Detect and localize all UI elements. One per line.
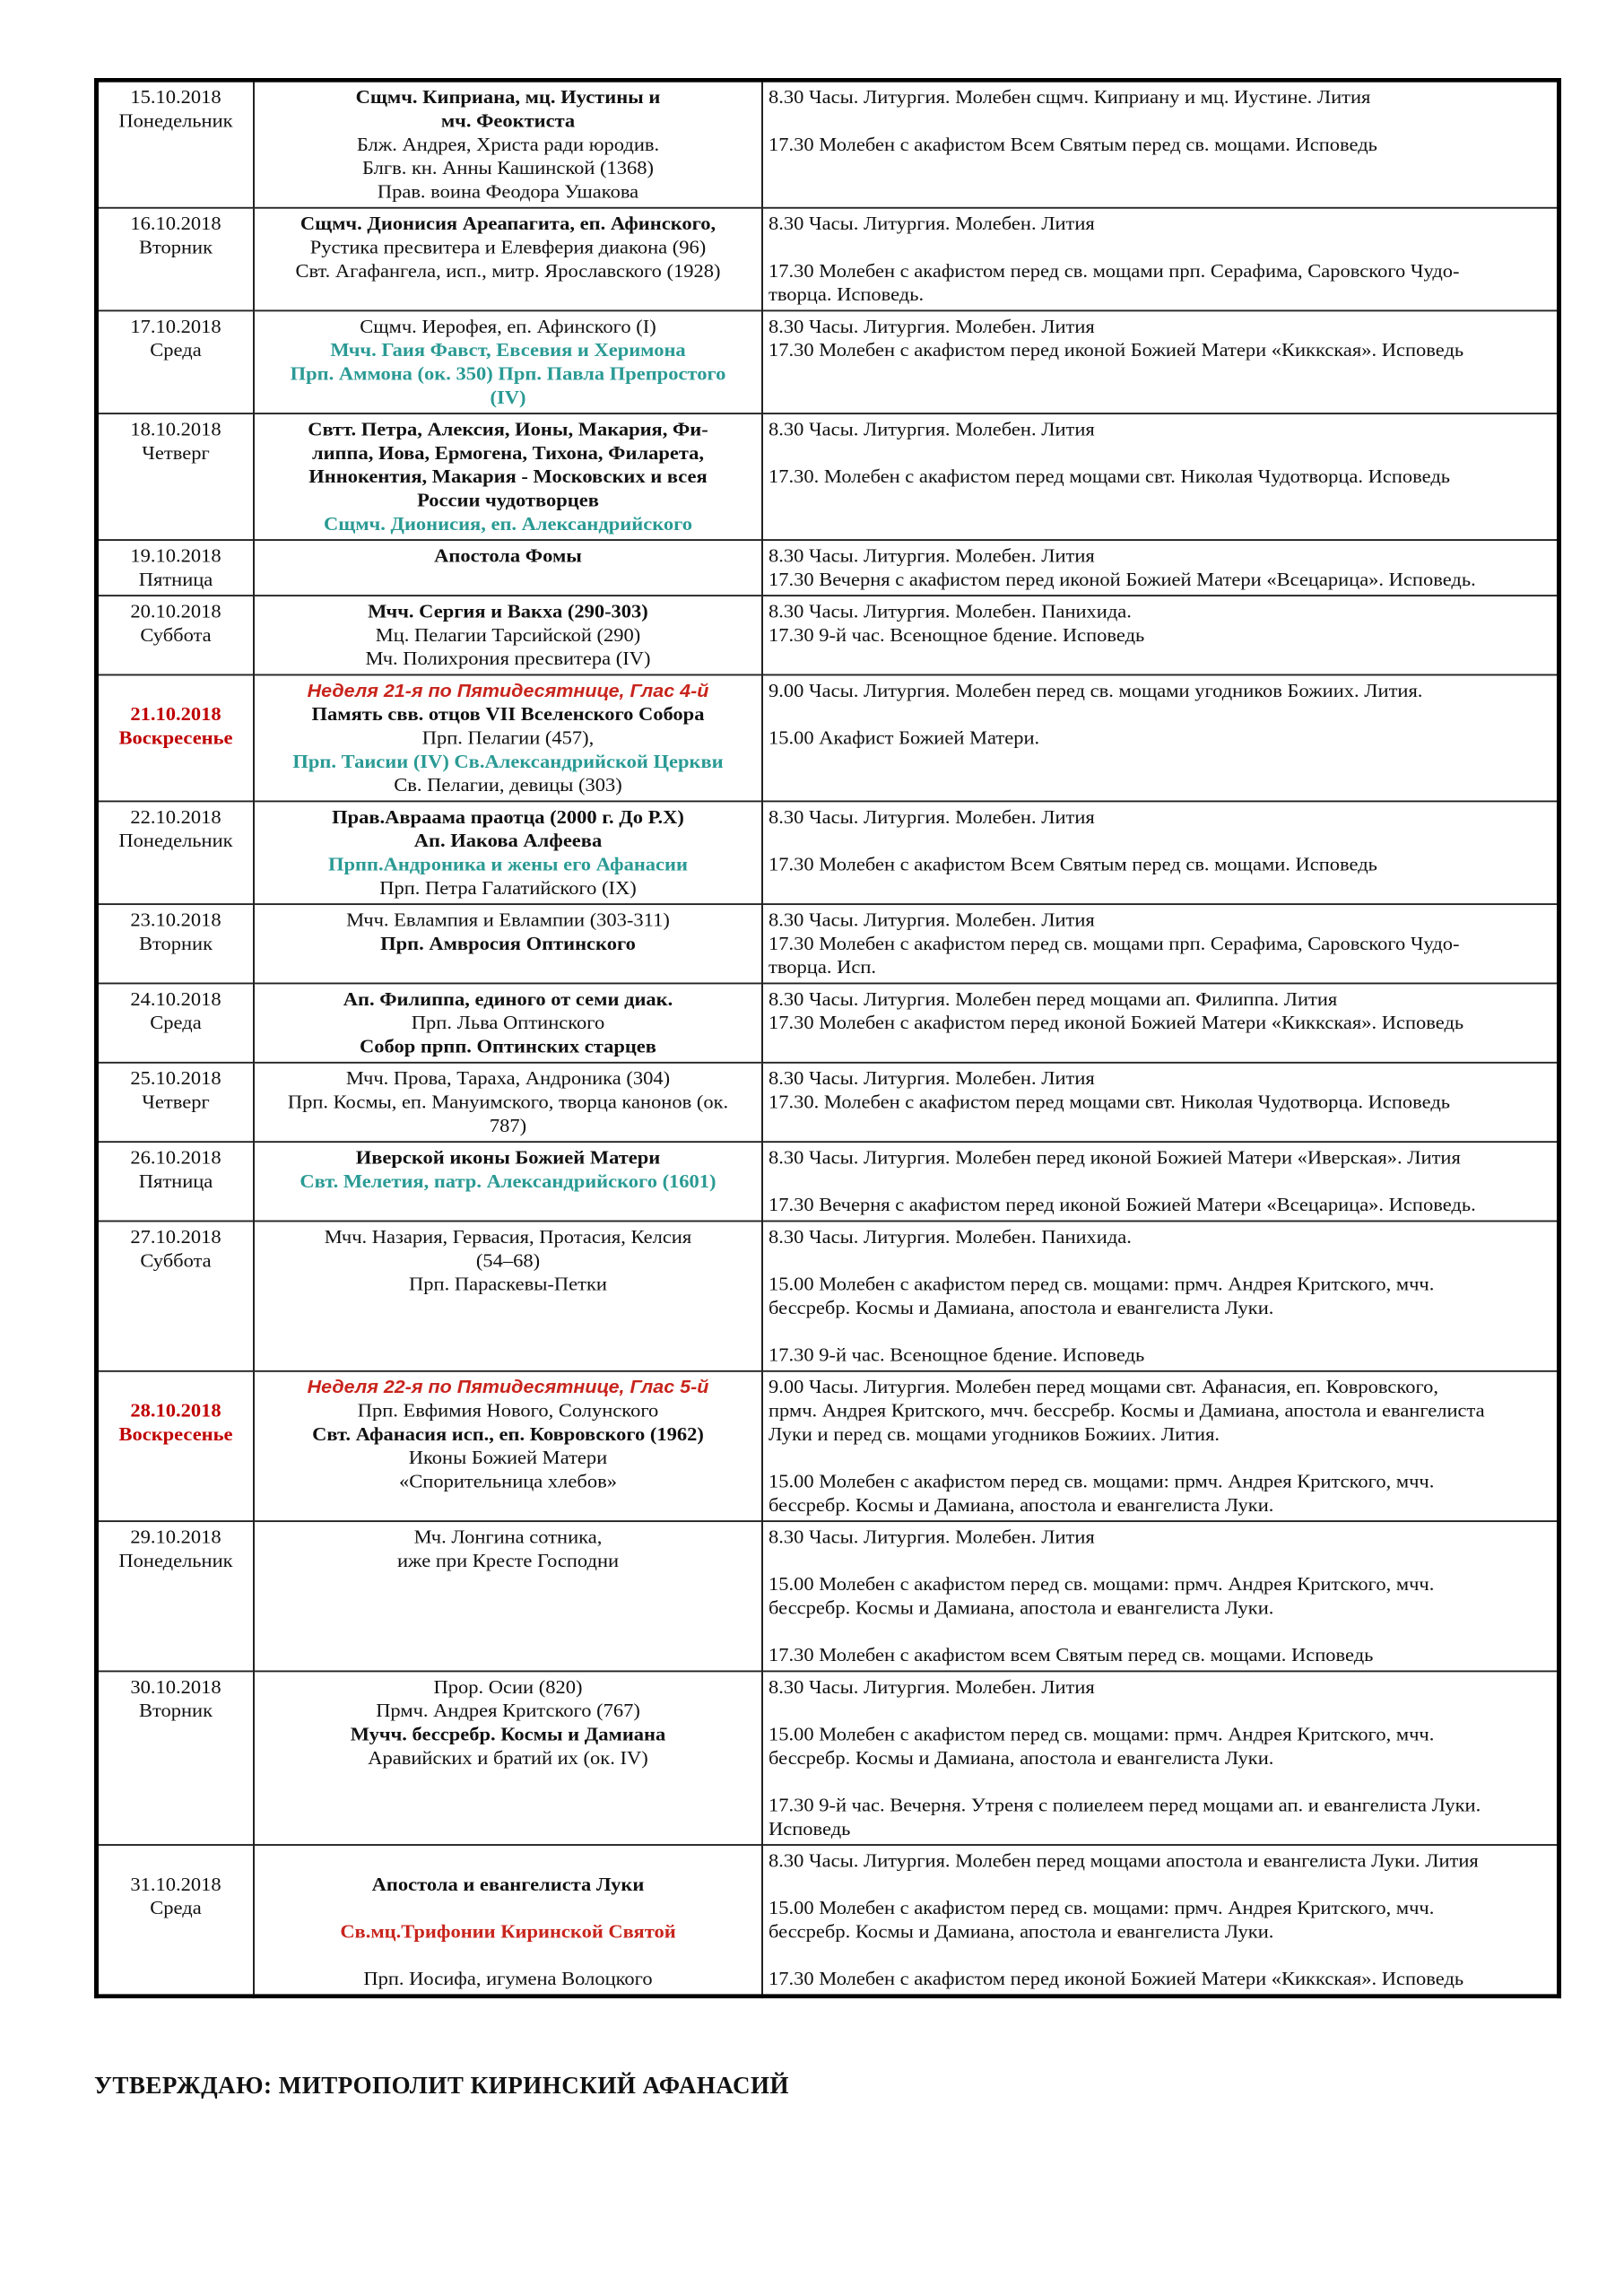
spacer	[769, 1770, 1551, 1793]
saint-line: Прп. Петра Галатийского (IX)	[379, 877, 637, 899]
service-line: 8.30 Часы. Литургия. Молебен сщмч. Киприану и мц. Иустине. Лития	[769, 86, 1371, 108]
service-line: 8.30 Часы. Литургия. Молебен. Лития	[769, 213, 1095, 234]
commemoration-cell	[254, 801, 762, 904]
weekday: Вторник	[138, 1700, 213, 1721]
commemoration-cell	[254, 310, 762, 413]
service-line: 17.30 Молебен с акафистом перед иконой Божией Матери «Киккская». Исповедь	[769, 1012, 1464, 1033]
sunday-title: Неделя 21-я по Пятидесятнице, Глас 4-й	[307, 681, 709, 701]
date-cell	[97, 1521, 255, 1671]
saint-line: Прпп.Андроника и жены его Афанасии	[328, 853, 688, 875]
weekday: Четверг	[142, 1091, 210, 1113]
saint-line: Прп. Аммона (ок. 350) Прп. Павла Препростого	[290, 362, 726, 385]
services-cell	[762, 1371, 1559, 1521]
date-cell	[97, 1671, 255, 1845]
saint-line: Собор прпп. Оптинских старцев	[360, 1035, 656, 1057]
commemoration-cell	[254, 1845, 762, 1996]
schedule-row	[97, 674, 1559, 801]
weekday: Вторник	[138, 236, 213, 258]
service-line: 15.00 Акафист Божией Матери.	[769, 726, 1040, 749]
sunday-title: Неделя 22-я по Пятидесятнице, Глас 5-й	[307, 1377, 709, 1397]
service-line: 8.30 Часы. Литургия. Молебен. Лития	[769, 806, 1095, 828]
service-line: 8.30 Часы. Литургия. Молебен. Лития	[769, 1526, 1095, 1548]
spacer	[104, 1849, 248, 1873]
saint-line: Прав. воина Феодора Ушакова	[377, 180, 639, 203]
saint-line: Блж. Андрея, Христа ради юродив.	[356, 134, 660, 155]
date-cell	[97, 674, 255, 801]
service-line: 17.30 9-й час. Всенощное бдение. Исповедь	[769, 624, 1145, 646]
spacer	[769, 702, 1551, 726]
weekday: Понедельник	[118, 830, 233, 851]
saint-line: иже при Кресте Господни	[396, 1550, 620, 1571]
spacer	[769, 441, 1551, 465]
service-line: 15.00 Молебен с акафистом перед св. мощами: прмч. Андрея Критского, мчч.	[769, 1573, 1435, 1595]
saint-line: Мучч. бессребр. Космы и Дамиана	[350, 1723, 666, 1745]
schedule-row	[97, 904, 1559, 983]
service-line: 17.30 Молебен с акафистом Всем Святым перед св. мощами. Исповедь	[769, 853, 1377, 875]
saint-line: Прп. Иосифа, игумена Волоцкого	[363, 1968, 653, 1989]
spacer	[769, 1170, 1551, 1193]
date-value: 19.10.2018	[130, 544, 221, 567]
schedule-row	[97, 801, 1559, 904]
schedule-sheet	[94, 78, 1561, 1998]
spacer	[769, 109, 1551, 133]
date-value: 20.10.2018	[130, 600, 221, 622]
services-cell	[762, 674, 1559, 801]
service-line: 17.30 9-й час. Всенощное бдение. Исповедь	[769, 1344, 1145, 1366]
service-line: 17.30 Молебен с акафистом Всем Святым перед св. мощами. Исповедь	[769, 134, 1377, 155]
weekday: Среда	[150, 1897, 202, 1918]
spacer	[104, 679, 248, 702]
saint-line: Мц. Пелагии Тарсийской (290)	[375, 624, 641, 646]
saint-line: (IV)	[490, 387, 526, 408]
service-line: 15.00 Молебен с акафистом перед св. мощами: прмч. Андрея Критского, мчч.	[769, 1273, 1435, 1295]
date-value: 17.10.2018	[130, 316, 221, 337]
saint-line: Прп. Космы, еп. Мануимского, творца канонов (ок.	[287, 1091, 729, 1113]
saint-line: Сщмч. Иерофея, еп. Афинского (I)	[360, 316, 656, 337]
spacer	[769, 1446, 1551, 1469]
schedule-row	[97, 1142, 1559, 1221]
date-value: 22.10.2018	[130, 806, 221, 828]
service-line: 17.30 Вечерня с акафистом перед иконой Божией Матери «Всецарица». Исповедь.	[769, 569, 1476, 590]
saint-line: Мчч. Сергия и Вакха (290-303)	[368, 600, 648, 622]
commemoration-cell	[254, 413, 762, 540]
date-cell	[97, 1371, 255, 1521]
service-line: 8.30 Часы. Литургия. Молебен. Лития	[769, 544, 1095, 567]
services-cell	[762, 1222, 1559, 1371]
schedule-row	[97, 1063, 1559, 1142]
service-line: 8.30 Часы. Литургия. Молебен. Панихида.	[769, 600, 1132, 622]
date-value: 21.10.2018	[130, 703, 221, 725]
saint-line: Св.мц.Трифонии Киринской Святой	[340, 1920, 676, 1943]
service-line: прмч. Андрея Критского, мчч. бессребр. Космы и Дамиана, апостола и евангелиста	[769, 1399, 1485, 1422]
spacer	[769, 1699, 1551, 1722]
service-line: 8.30 Часы. Литургия. Молебен перед мощами апостола и евангелиста Луки. Лития	[769, 1849, 1479, 1872]
saint-line: Свт. Афанасия исп., еп. Ковровского (1962)	[312, 1423, 704, 1445]
service-line: бессребр. Космы и Дамиана, апостола и евангелиста Луки.	[769, 1596, 1274, 1619]
date-cell	[97, 983, 255, 1062]
saint-line: мч. Феоктиста	[440, 109, 576, 132]
services-cell	[762, 596, 1559, 674]
saint-line: Иннокентия, Макария - Московских и всея	[308, 465, 708, 487]
saint-line: Блгв. кн. Анны Кашинской (1368)	[361, 157, 655, 178]
service-line: 17.30 Вечерня с акафистом перед иконой Божией Матери «Всецарица». Исповедь.	[769, 1194, 1476, 1215]
services-cell	[762, 1845, 1559, 1996]
date-cell	[97, 540, 255, 596]
service-line: бессребр. Космы и Дамиана, апостола и евангелиста Луки.	[769, 1920, 1274, 1943]
saint-line: Мч. Лонгина сотника,	[413, 1526, 603, 1548]
service-line: бессребр. Космы и Дамиана, апостола и евангелиста Луки.	[769, 1747, 1274, 1769]
date-cell	[97, 1142, 255, 1221]
date-cell	[97, 413, 255, 540]
services-cell	[762, 413, 1559, 540]
service-line: 17.30 Молебен с акафистом перед иконой Божией Матери «Киккская». Исповедь	[769, 339, 1464, 361]
schedule-row	[97, 1222, 1559, 1371]
spacer	[769, 1944, 1551, 1967]
spacer	[769, 1873, 1551, 1896]
commemoration-cell	[254, 80, 762, 207]
service-line: творца. Исп.	[769, 956, 876, 978]
service-line: 8.30 Часы. Литургия. Молебен перед иконой Божией Матери «Иверская». Лития	[769, 1146, 1461, 1169]
service-line: 9.00 Часы. Литургия. Молебен перед св. мощами угодников Божиих. Лития.	[769, 680, 1423, 701]
service-line: 15.00 Молебен с акафистом перед св. мощами: прмч. Андрея Критского, мчч.	[769, 1470, 1435, 1492]
service-line: 15.00 Молебен с акафистом перед св. мощами: прмч. Андрея Критского, мчч.	[769, 1723, 1435, 1745]
saint-line: Память свв. отцов VII Вселенского Собора	[311, 703, 705, 725]
saint-line: Свтт. Петра, Алексия, Ионы, Макария, Фи-	[308, 418, 708, 440]
saint-line: Ап. Иакова Алфеева	[413, 830, 603, 851]
saint-line: Мчч. Евлампия и Евлампии (303-311)	[346, 909, 670, 931]
saint-line: России чудотворцев	[417, 489, 599, 511]
saint-line: Мчч. Гаия Фавст, Евсевия и Херимона	[330, 339, 686, 361]
date-cell	[97, 1222, 255, 1371]
saint-line: Апостола и евангелиста Луки	[371, 1873, 645, 1895]
weekday: Воскресенье	[118, 726, 233, 749]
service-line: 8.30 Часы. Литургия. Молебен. Лития	[769, 316, 1095, 337]
saint-line: «Спорительница хлебов»	[399, 1470, 617, 1492]
commemoration-cell	[254, 1521, 762, 1671]
saint-line: Прп. Таисии (IV) Св.Александрийской Церкви	[292, 751, 724, 772]
service-line: 9.00 Часы. Литургия. Молебен перед мощами свт. Афанасия, еп. Ковровского,	[769, 1376, 1438, 1397]
services-cell	[762, 904, 1559, 983]
service-line: 8.30 Часы. Литургия. Молебен. Лития	[769, 1067, 1095, 1089]
weekday: Понедельник	[118, 109, 233, 132]
saint-line: Сщмч. Дионисия, еп. Александрийского	[323, 512, 693, 535]
commemoration-cell	[254, 596, 762, 674]
saint-line: Свт. Агафангела, исп., митр. Ярославского (1928)	[295, 260, 721, 282]
saint-line: Прп. Пелагии (457),	[421, 726, 595, 749]
saint-line: Мчч. Прова, Тараха, Андроника (304)	[345, 1067, 671, 1089]
saint-line: Мчч. Назария, Гервасия, Протасия, Келсия	[324, 1226, 692, 1248]
weekday: Среда	[150, 1012, 202, 1033]
spacer	[260, 1944, 756, 1967]
schedule-row	[97, 983, 1559, 1062]
commemoration-cell	[254, 540, 762, 596]
schedule-body	[97, 80, 1559, 1996]
commemoration-cell	[254, 1222, 762, 1371]
date-value: 28.10.2018	[130, 1399, 221, 1422]
spacer	[769, 829, 1551, 852]
services-cell	[762, 80, 1559, 207]
date-value: 15.10.2018	[130, 86, 221, 108]
weekday: Суббота	[140, 624, 212, 646]
saint-line: Прп. Льва Оптинского	[411, 1012, 605, 1033]
commemoration-cell	[254, 983, 762, 1062]
services-cell	[762, 801, 1559, 904]
saint-line: Прп. Параскевы-Петки	[409, 1273, 607, 1295]
service-line: 17.30. Молебен с акафистом перед мощами свт. Николая Чудотворца. Исповедь	[769, 465, 1451, 487]
saint-line: Прмч. Андрея Критского (767)	[376, 1700, 640, 1721]
saint-line: Прп. Амвросия Оптинского	[380, 933, 636, 954]
date-cell	[97, 904, 255, 983]
schedule-row	[97, 1371, 1559, 1521]
weekday: Воскресенье	[118, 1423, 233, 1445]
schedule-row	[97, 310, 1559, 413]
weekday: Суббота	[140, 1249, 212, 1271]
schedule-table	[94, 78, 1561, 1998]
weekday: Среда	[150, 339, 202, 361]
saint-line: Прп. Евфимия Нового, Солунского	[357, 1399, 659, 1422]
saint-line: Рустика пресвитера и Елевферия диакона (96)	[309, 236, 707, 258]
weekday: Пятница	[138, 1170, 213, 1192]
spacer	[260, 1849, 756, 1873]
date-cell	[97, 208, 255, 311]
saint-line: Прав.Авраама праотца (2000 г. До Р.Х)	[332, 806, 684, 828]
schedule-row	[97, 413, 1559, 540]
spacer	[260, 1896, 756, 1919]
spacer	[769, 1620, 1551, 1643]
schedule-row	[97, 1845, 1559, 1996]
saint-line: 787)	[489, 1115, 527, 1136]
date-cell	[97, 310, 255, 413]
date-value: 18.10.2018	[130, 418, 221, 440]
service-line: 8.30 Часы. Литургия. Молебен. Лития	[769, 909, 1095, 931]
date-value: 26.10.2018	[130, 1146, 221, 1169]
schedule-row	[97, 540, 1559, 596]
service-line: творца. Исповедь.	[769, 283, 925, 305]
saint-line: Прор. Осии (820)	[433, 1676, 583, 1698]
date-value: 31.10.2018	[130, 1873, 221, 1895]
date-cell	[97, 1845, 255, 1996]
date-value: 29.10.2018	[130, 1526, 221, 1548]
date-cell	[97, 1063, 255, 1142]
saint-line: липпа, Иова, Ермогена, Тихона, Филарета,	[311, 442, 705, 464]
date-value: 30.10.2018	[130, 1676, 221, 1698]
date-value: 25.10.2018	[130, 1067, 221, 1089]
service-line: 8.30 Часы. Литургия. Молебен. Лития	[769, 418, 1095, 440]
date-value: 24.10.2018	[130, 988, 221, 1010]
commemoration-cell	[254, 1142, 762, 1221]
date-value: 23.10.2018	[130, 909, 221, 931]
date-cell	[97, 801, 255, 904]
services-cell	[762, 1521, 1559, 1671]
commemoration-cell	[254, 1671, 762, 1845]
spacer	[769, 1249, 1551, 1273]
services-cell	[762, 208, 1559, 311]
commemoration-cell	[254, 1371, 762, 1521]
service-line: бессребр. Космы и Дамиана, апостола и евангелиста Луки.	[769, 1297, 1274, 1318]
services-cell	[762, 1142, 1559, 1221]
service-line: 15.00 Молебен с акафистом перед св. мощами: прмч. Андрея Критского, мчч.	[769, 1897, 1435, 1918]
service-line: 17.30 9-й час. Вечерня. Утреня с полиелеем перед мощами ап. и евангелиста Луки.	[769, 1794, 1481, 1816]
weekday: Понедельник	[118, 1550, 233, 1571]
spacer	[769, 236, 1551, 259]
services-cell	[762, 1671, 1559, 1845]
commemoration-cell	[254, 1063, 762, 1142]
service-line: Исповедь	[769, 1817, 851, 1839]
services-cell	[762, 983, 1559, 1062]
service-line: 17.30 Молебен с акафистом перед иконой Божией Матери «Киккская». Исповедь	[769, 1968, 1464, 1989]
saint-line: Сщмч. Дионисия Ареапагита, еп. Афинского,	[300, 213, 716, 234]
service-line: бессребр. Космы и Дамиана, апостола и евангелиста Луки.	[769, 1494, 1274, 1516]
spacer	[769, 1549, 1551, 1572]
weekday: Пятница	[138, 569, 213, 590]
saint-line: Сщмч. Киприана, мц. Иустины и	[355, 86, 661, 108]
weekday: Четверг	[142, 442, 210, 464]
saint-line: Апостола Фомы	[434, 544, 582, 567]
service-line: Луки и перед св. мощами угодников Божиих. Лития.	[769, 1423, 1220, 1445]
saint-line: Свт. Мелетия, патр. Александрийского (1601)	[300, 1170, 716, 1192]
date-value: 27.10.2018	[130, 1226, 221, 1248]
services-cell	[762, 540, 1559, 596]
services-cell	[762, 1063, 1559, 1142]
schedule-row	[97, 80, 1559, 207]
schedule-row	[97, 1521, 1559, 1671]
approval-signature: УТВЕРЖДАЮ: МИТРОПОЛИТ КИРИНСКИЙ АФАНАСИЙ	[94, 2072, 790, 2099]
service-line: 8.30 Часы. Литургия. Молебен. Панихида.	[769, 1226, 1132, 1248]
saint-line: (54–68)	[475, 1249, 541, 1271]
saint-line: Иверской иконы Божией Матери	[355, 1146, 661, 1169]
saint-line: Аравийских и братий их (ок. IV)	[368, 1747, 648, 1769]
spacer	[104, 1376, 248, 1399]
saint-line: Мч. Полихрония пресвитера (IV)	[365, 648, 651, 669]
service-line: 8.30 Часы. Литургия. Молебен перед мощами ап. Филиппа. Лития	[769, 988, 1338, 1010]
date-cell	[97, 80, 255, 207]
date-value: 16.10.2018	[130, 213, 221, 234]
spacer	[769, 1319, 1551, 1343]
weekday: Вторник	[138, 933, 213, 954]
commemoration-cell	[254, 674, 762, 801]
schedule-row	[97, 1671, 1559, 1845]
commemoration-cell	[254, 208, 762, 311]
date-cell	[97, 596, 255, 674]
service-line: 17.30. Молебен с акафистом перед мощами свт. Николая Чудотворца. Исповедь	[769, 1091, 1451, 1113]
commemoration-cell	[254, 904, 762, 983]
schedule-row	[97, 596, 1559, 674]
saint-line: Св. Пелагии, девицы (303)	[394, 774, 622, 796]
services-cell	[762, 310, 1559, 413]
saint-line: Иконы Божией Матери	[408, 1447, 608, 1468]
service-line: 17.30 Молебен с акафистом всем Святым перед св. мощами. Исповедь	[769, 1644, 1374, 1665]
service-line: 17.30 Молебен с акафистом перед св. мощами прп. Серафима, Саровского Чудо-	[769, 260, 1460, 282]
saint-line: Ап. Филиппа, единого от семи диак.	[343, 988, 673, 1010]
service-line: 17.30 Молебен с акафистом перед св. мощами прп. Серафима, Саровского Чудо-	[769, 933, 1460, 954]
schedule-row	[97, 208, 1559, 311]
service-line: 8.30 Часы. Литургия. Молебен. Лития	[769, 1676, 1095, 1698]
